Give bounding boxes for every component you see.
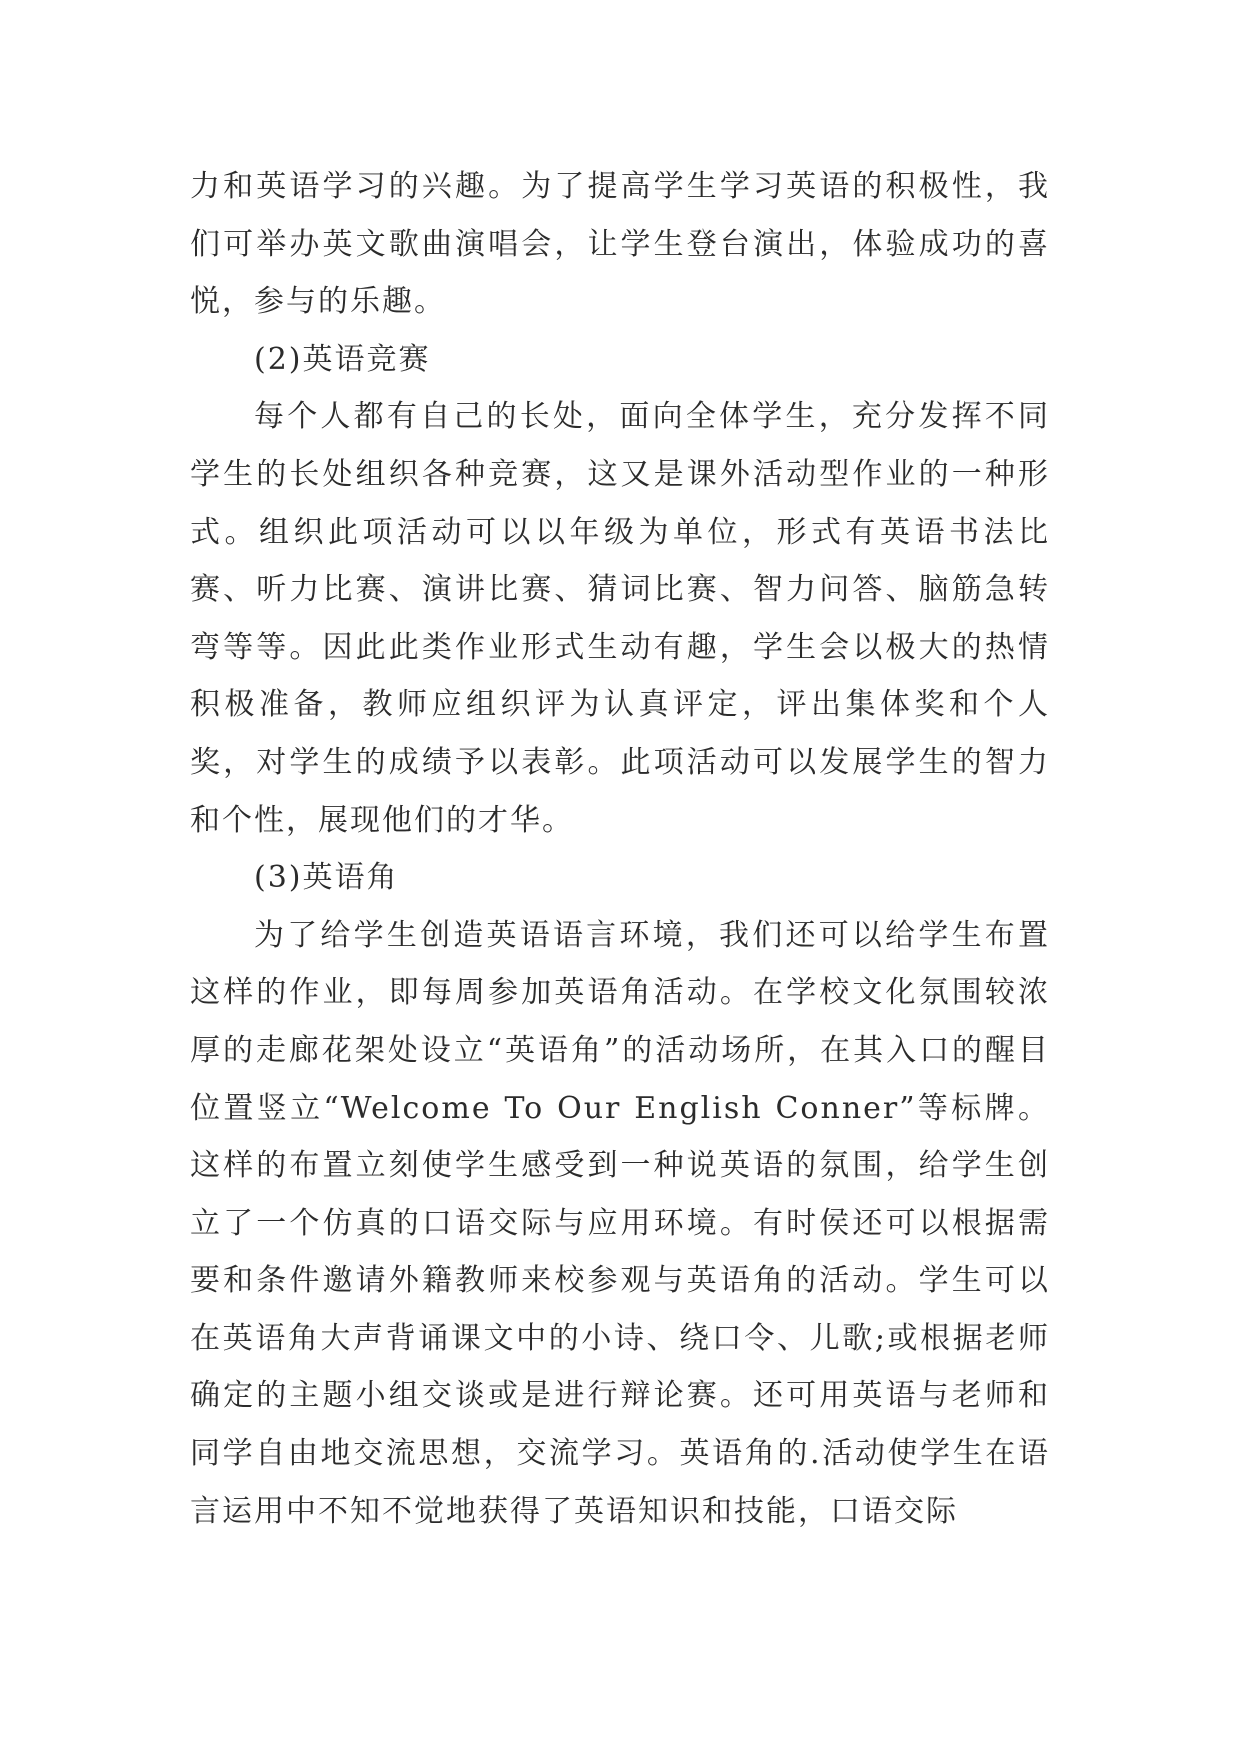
section-heading-english-corner: (3)英语角 — [254, 860, 399, 896]
document-body — [190, 158, 1050, 1540]
section-heading-english-competition: (2)英语竞赛 — [254, 341, 431, 377]
body-paragraph-1: 力和英语学习的兴趣。为了提高学生学习英语的积极性，我们可举办英文歌曲演唱会，让学生登台演出，体验成功的喜悦，参与的乐趣。 — [190, 169, 1050, 320]
body-paragraph-3: 为了给学生创造英语语言环境，我们还可以给学生布置这样的作业，即每周参加英语角活动。在学校文化氛围较浓厚的走廊花架处设立“英语角”的活动场所，在其入口的醒目位置竖立“Welcome To Our English Conner”等标牌。这样的布置立刻使学生感受到一种说英语的氛围，给学生创立了一个仿真的口语交际与应用环境。有时侯还可以根据需要和条件邀请外籍教师来校参观与英语角的活动。学生可以在英语角大声背诵课文中的小诗、绕口令、儿歌;或根据老师确定的主题小组交谈或是进行辩论赛。还可用英语与老师和同学自由地交流思想，交流学习。英语角的.活动使学生在语言运用中不知不觉地获得了英语知识和技能，口语交际 — [190, 917, 1050, 1529]
body-paragraph-2: 每个人都有自己的长处，面向全体学生，充分发挥不同学生的长处组织各种竞赛，这又是课外活动型作业的一种形式。组织此项活动可以以年级为单位，形式有英语书法比赛、听力比赛、演讲比赛、猜词比赛、智力问答、脑筋急转弯等等。因此此类作业形式生动有趣，学生会以极大的热情积极准备，教师应组织评为认真评定，评出集体奖和个人奖，对学生的成绩予以表彰。此项活动可以发展学生的智力和个性，展现他们的才华。 — [190, 399, 1050, 838]
